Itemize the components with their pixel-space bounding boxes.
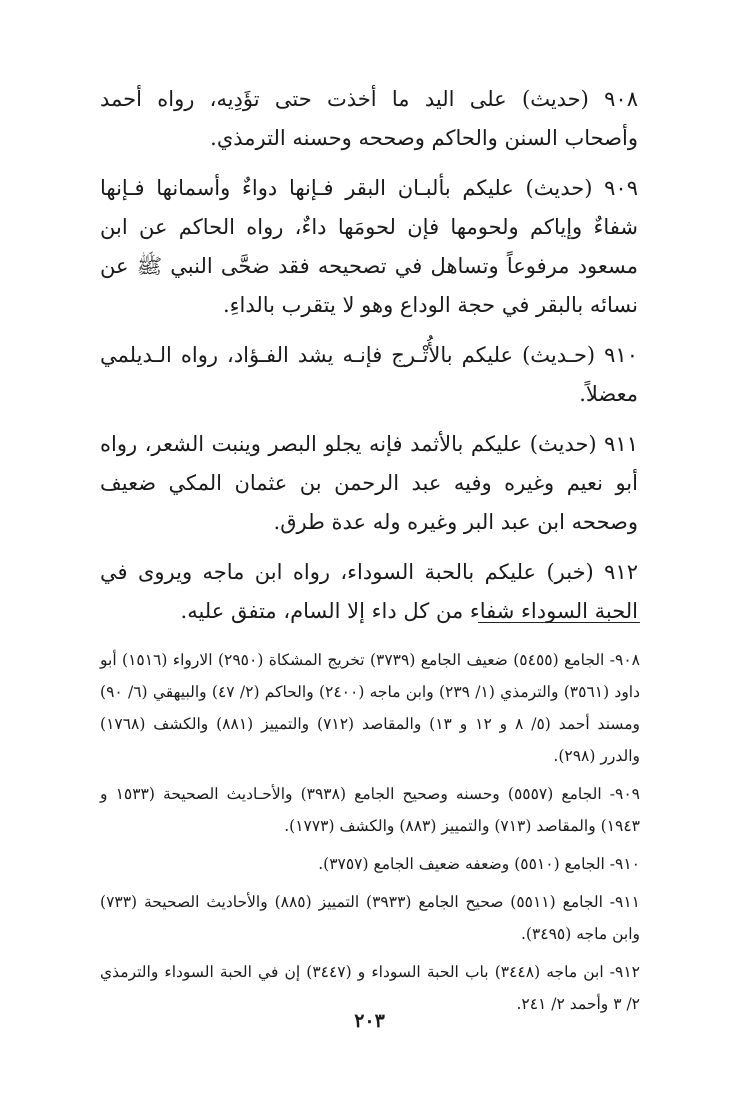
hadith-text: ٩١١ (حديث) عليكم بالأثمد فإنه يجلو البصر وينبت الشعر، رواه أبو نعيم وغيره وفيه عبد الرحمن بن عثمان المكي ضعيف وصححه ابن عبد البر وغيره وله عدة طرق. <box>100 432 638 534</box>
hadith-text: ٩١٢ (خبر) عليكم بالحبة السوداء، رواه ابن ماجه ويروى في الحبة السوداء شفاء من كل داء إلا السام، متفق عليه. <box>100 560 638 623</box>
footnote-909: ٩٠٩- الجامع (٥٥٥٧) وحسنه وصحيح الجامع (٣٩٣٨) والأحـاديث الصحيحة (١٥٣٣ و ١٩٤٣) والمقاصد (٧١٣) والتمييز (٨٨٣) والكشف (١٧٧٣). <box>100 785 641 835</box>
hadith-909 <box>100 169 638 325</box>
footnote-911: ٩١١- الجامع (٥٥١١) صحيح الجامع (٣٩٣٣) التمييز (٨٨٥) والأحاديث الصحيحة (٧٣٣) وابن ماجه (٣٤٩٥). <box>100 893 640 943</box>
footnote-912: ٩١٢- ابن ماجه (٣٤٤٨) باب الحبة السوداء و (٣٤٤٧) إن في الحبة السوداء والترمذي ٢/ ٣ وأحمد ٢/ ٢٤١. <box>100 963 641 1013</box>
hadith-912 <box>100 553 638 631</box>
main-text <box>100 80 638 642</box>
hadith-910 <box>100 336 638 414</box>
hadith-text: ٩١٠ (حـديث) عليكم بالأُتْـرج فإنـه يشد الفـؤاد، رواه الـديلمي معضلاً. <box>100 343 638 406</box>
hadith-911 <box>100 425 638 542</box>
footnote-divider <box>478 622 640 623</box>
page-number: ٢٠٣ <box>354 1010 385 1032</box>
hadith-text: ٩٠٨ (حديث) على اليد ما أخذت حتى تؤَدِيه، رواه أحمد وأصحاب السنن والحاكم وصححه وحسنه الترمذي. <box>100 87 638 150</box>
footnotes <box>100 644 640 1026</box>
hadith-text: ٩٠٩ (حديث) عليكم بألبـان البقر فـإنها دواءٌ وأسمانها فـإنها شفاءٌ وإياكم ولحومها فإن لحومَها داءٌ، رواه الحاكم عن ابن مسعود مرفوعاً وتساهل في تصحيحه فقد ضحَّى النبي ﷺ عن نسائه بالبقر في حجة الوداع وهو لا يتقرب بالداءِ. <box>100 176 638 317</box>
footnote-910: ٩١٠- الجامع (٥٥١٠) وضعفه ضعيف الجامع (٣٧٥٧). <box>318 855 640 873</box>
footnote-908: ٩٠٨- الجامع (٥٤٥٥) ضعيف الجامع (٣٧٣٩) تخريج المشكاة (٢٩٥٠) الارواء (١٥١٦) أبو داود (٣٥٦١) والترمذي (١/ ٢٣٩) وابن ماجه (٢٤٠٠) والحاكم (٢/ ٤٧) والبيهقي (٦/ ٩٠) ومسند أحمد (٥/ ٨ و ١٢ و ١٣) والمقاصد (٧١٢) والتمييز (٨٨١) والكشف (١٧٦٨) والدرر (٢٩٨). <box>100 651 641 765</box>
hadith-908 <box>100 80 638 158</box>
